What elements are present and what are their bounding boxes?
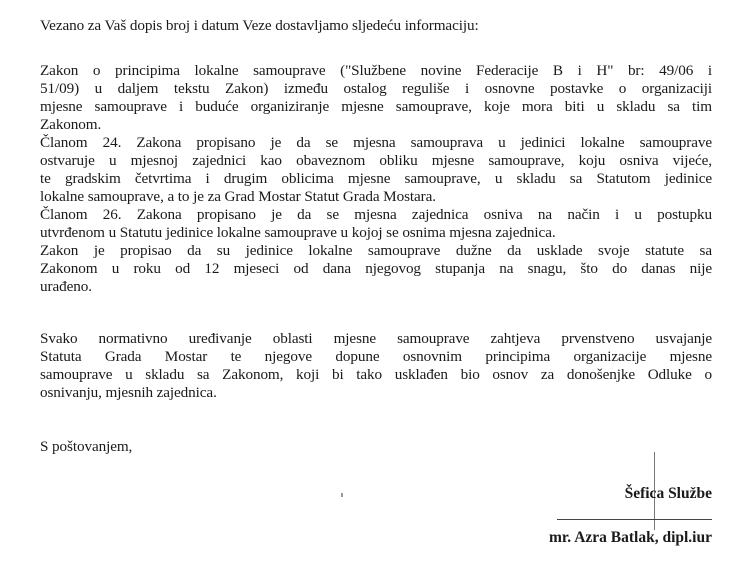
signature-line xyxy=(557,519,712,520)
paragraph-line: Statuta Grada Mostar te njegove dopune osnovnim principima organizacije mjesne xyxy=(40,348,712,365)
intro-line: Vezano za Vaš dopis broj i datum Veze dostavljamo sljedeću informaciju: xyxy=(40,17,479,34)
paragraph-line: te gradskim četvrtima i drugim oblicima mjesne samouprave, u skladu sa Statutom jedinice xyxy=(40,170,712,187)
closing: S poštovanjem, xyxy=(40,438,133,455)
signature-title: Šefica Službe xyxy=(624,485,712,502)
paragraph-line: Zakon o principima lokalne samouprave ("Službene novine Federacije B i H" br: 49/06 i xyxy=(40,62,712,79)
scan-speck xyxy=(341,493,343,497)
paragraph-line: Zakon je propisao da su jedinice lokalne samouprave dužne da usklade svoje statute sa xyxy=(40,242,712,259)
paragraph-line: Članom 24. Zakona propisano je da se mjesna samouprava u jedinici lokalne samouprave xyxy=(40,134,712,151)
paragraph-line: samouprave u skladu sa Zakonom, koji bi tako usklađen bio osnov za donošenjke Odluke o xyxy=(40,366,712,383)
paragraph-line: ostvaruje u mjesnoj zajednici kao obaveznom obliku mjesne samouprave, koju osniva vijeće, xyxy=(40,152,712,169)
paragraph-line: Svako normativno uređivanje oblasti mjesne samouprave zahtjeva prvenstveno usvajanje xyxy=(40,330,712,347)
signature-name: mr. Azra Batlak, dipl.iur xyxy=(548,529,712,546)
paragraph-line: lokalne samouprave, a to je za Grad Mostar Statut Grada Mostara. xyxy=(40,188,436,205)
paragraph-line: urađeno. xyxy=(40,278,92,295)
paragraph-line: utvrđenom u Statutu jedinice lokalne samouprave u kojoj se osnima mjesna zajednica. xyxy=(40,224,556,241)
paragraph-line: Članom 26. Zakona propisano je da se mjesna zajednica osniva na način i u postupku xyxy=(40,206,712,223)
paragraph-line: Zakonom. xyxy=(40,116,102,133)
paragraph-line: osnivanju, mjesnih zajednica. xyxy=(40,384,217,401)
paragraph-line: Zakonom u roku od 12 mjeseci od dana njegovog stupanja na snagu, što do danas nije xyxy=(40,260,712,277)
paragraph-line: 51/09) u daljem tekstu Zakon) između ostalog reguliše i osnovne postavke o organizaciji xyxy=(40,80,712,97)
paragraph-line: mjesne samouprave i buduće organiziranje mjesne samouprave, koje mora biti u skladu sa tim xyxy=(40,98,712,115)
